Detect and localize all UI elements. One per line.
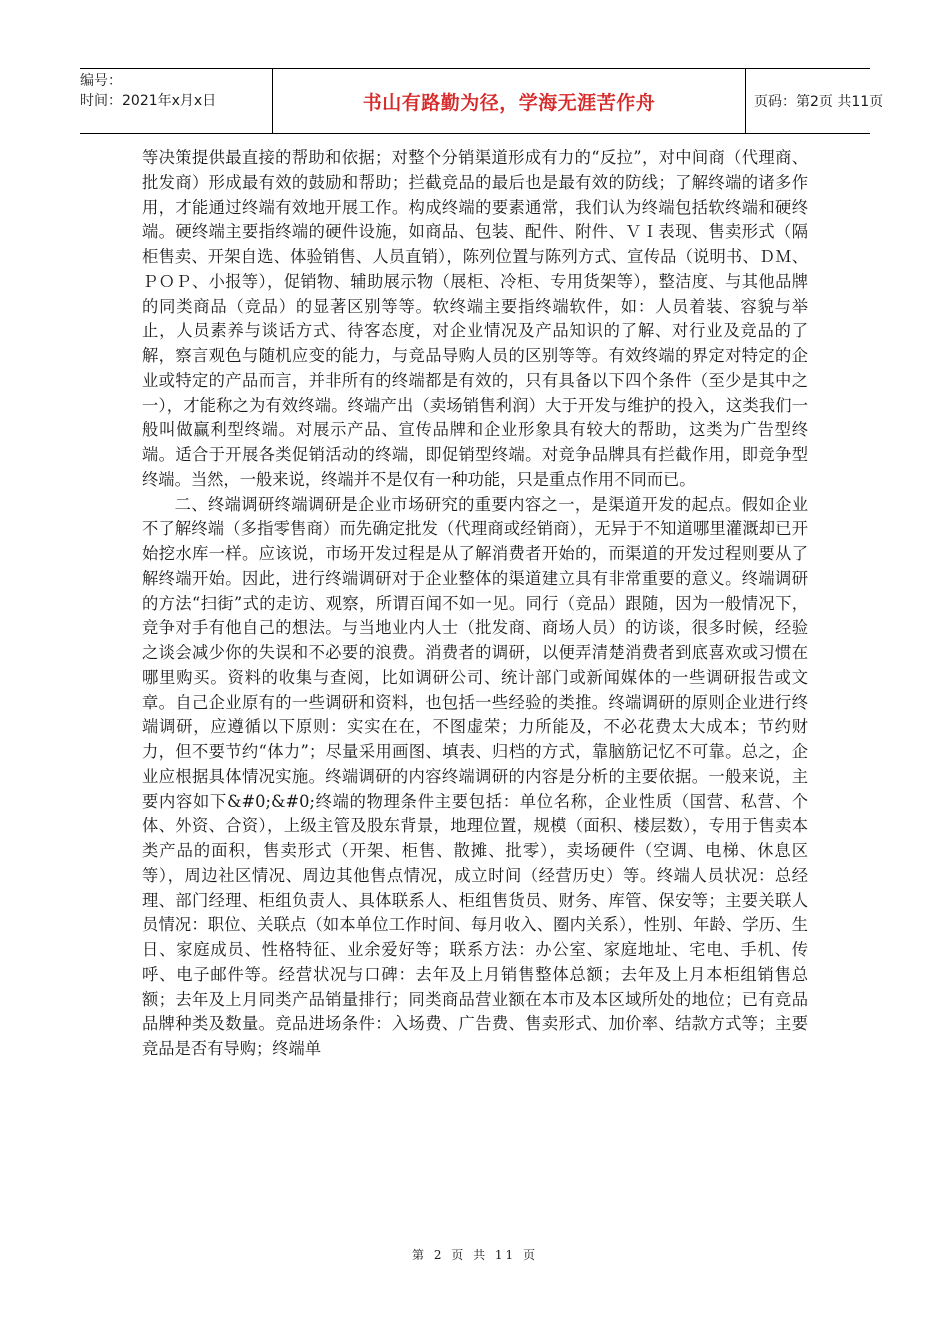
document-body xyxy=(142,146,808,1062)
date-label: 时间：2021年x月x日 xyxy=(80,93,217,109)
page-footer: 第 2 页 共 11 页 xyxy=(412,1248,538,1262)
page-header xyxy=(80,68,884,134)
header-meta xyxy=(80,69,272,135)
motto-text: 书山有路勤为径，学海无涯苦作舟 xyxy=(362,91,656,114)
serial-number-label: 编号： xyxy=(80,73,122,89)
body-paragraph: 二、终端调研终端调研是企业市场研究的重要内容之一，是渠道开发的起点。假如企业不了解终端（多指零售商）而先确定批发（代理商或经销商），无异于不知道哪里灌溉却已开始挖水库一样。应该说，市场开发过程是从了解消费者开始的，而渠道的开发过程则要从了解终端开始。因此，进行终端调研对于企业整体的渠道建立具有非常重要的意义。终端调研的方法“扫街”式的走访、观察，所谓百闻不如一见。同行（竞品）跟随，因为一般情况下，竞争对手有他自己的想法。与当地业内人士（批发商、商场人员）的访谈，很多时候，经验之谈会减少你的失误和不必要的浪费。消费者的调研，以便弄清楚消费者到底喜欢或习惯在哪里购买。资料的收集与查阅，比如调研公司、统计部门或新闻媒体的一些调研报告或文章。自己企业原有的一些调研和资料，也包括一些经验的类推。终端调研的原则企业进行终端调研，应遵循以下原则：实实在在，不图虚荣；力所能及，不必花费太大成本；节约财力，但不要节约“体力”；尽量采用画图、填表、归档的方式，靠脑筋记忆不可靠。总之，企业应根据具体情况实施。终端调研的内容终端调研的内容是分析的主要依据。一般来说，主要内容如下&#0;&#0;终端的物理条件主要包括：单位名称，企业性质（国营、私营、个体、外资、合资），上级主管及股东背景，地理位置，规模（面积、楼层数），专用于售卖本类产品的面积，售卖形式（开架、柜售、散摊、批零），卖场硬件（空调、电梯、休息区等），周边社区情况、周边其他售点情况，成立时间（经营历史）等。终端人员状况：总经理、部门经理、柜组负责人、具体联系人、柜组售货员、财务、库管、保安等；主要关联人员情况：职位、关联点（如本单位工作时间、每月收入、圈内关系），性别、年龄、学历、生日、家庭成员、性格特征、业余爱好等；联系方法：办公室、家庭地址、宅电、手机、传呼、电子邮件等。经营状况与口碑：去年及上月销售整体总额；去年及上月本柜组销售总额；去年及上月同类产品销量排行；同类商品营业额在本市及本区域所处的地位；已有竞品品牌种类及数量。竞品进场条件：入场费、广告费、售卖形式、加价率、结款方式等；主要竞品是否有导购；终端单 xyxy=(142,494,808,1058)
header-motto-cell xyxy=(272,69,746,133)
header-page-info: 页码：第2页 共11页 xyxy=(754,94,884,110)
body-paragraph: 等决策提供最直接的帮助和依据；对整个分销渠道形成有力的“反拉”，对中间商（代理商、批发商）形成最有效的鼓励和帮助；拦截竞品的最后也是最有效的防线；了解终端的诸多作用，才能通过终端有效地开展工作。构成终端的要素通常，我们认为终端包括软终端和硬终端。硬终端主要指终端的硬件设施，如商品、包装、配件、附件、ＶＩ表现、售卖形式（隔柜售卖、开架自选、体验销售、人员直销），陈列位置与陈列方式、宣传品（说明书、ＤＭ、ＰＯＰ、小报等），促销物、辅助展示物（展柜、冷柜、专用货架等），整洁度、与其他品牌的同类商品（竞品）的显著区别等等。软终端主要指终端软件，如：人员着装、容貌与举止，人员素养与谈话方式、待客态度，对企业情况及产品知识的了解、对行业及竞品的了解，察言观色与随机应变的能力，与竞品导购人员的区别等等。有效终端的界定对特定的企业或特定的产品而言，并非所有的终端都是有效的，只有具备以下四个条件（至少是其中之一），才能称之为有效终端。终端产出（卖场销售利润）大于开发与维护的投入，这类我们一般叫做赢利型终端。对展示产品、宣传品牌和企业形象具有较大的帮助，这类为广告型终端。适合于开展各类促销活动的终端，即促销型终端。对竞争品牌具有拦截作用，即竞争型终端。当然，一般来说，终端并不是仅有一种功能，只是重点作用不同而已。 xyxy=(142,148,808,489)
